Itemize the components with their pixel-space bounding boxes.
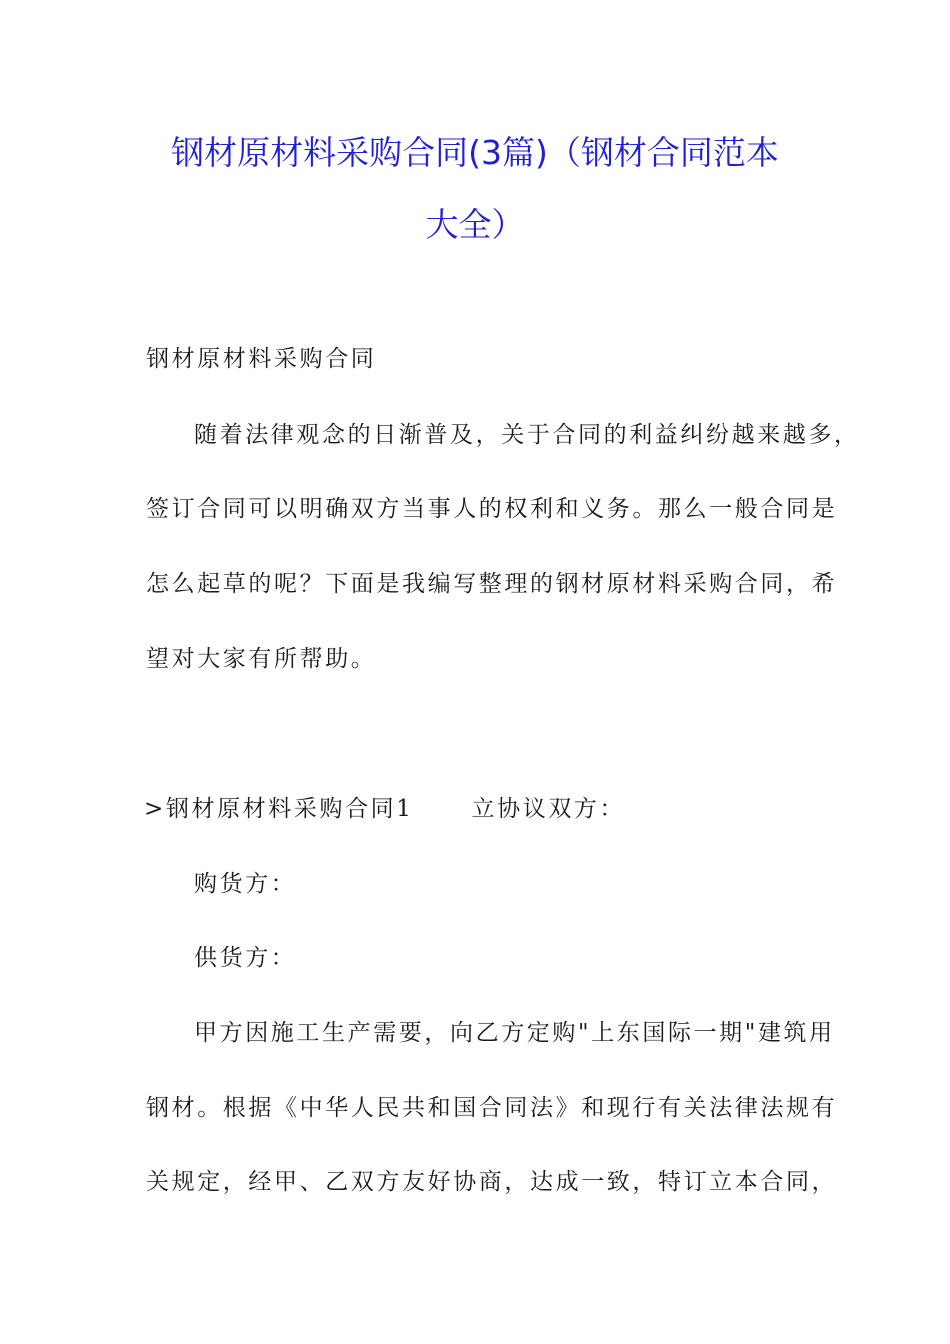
body-line-1: 甲方因施工生产需要，向乙方定购"上东国际一期"建筑用 <box>194 1020 835 1046</box>
contract-1-heading-row <box>144 794 625 824</box>
intro-line-1: 随着法律观念的日渐普及，关于合同的利益纠纷越来越多， <box>194 422 860 448</box>
document-title-line-2: 大全） <box>425 205 525 244</box>
contract-1-heading: >钢材原材料采购合同1 <box>144 796 414 822</box>
intro-line-2: 签订合同可以明确双方当事人的权利和义务。那么一般合同是 <box>146 496 838 522</box>
body-line-2: 钢材。根据《中华人民共和国合同法》和现行有关法律法规有 <box>146 1095 838 1121</box>
supplier-label: 供货方： <box>194 945 297 971</box>
section-heading: 钢材原材料采购合同 <box>146 346 377 372</box>
buyer-label: 购货方： <box>194 871 297 897</box>
document-title-line-1: 钢材原材料采购合同(3篇)（钢材合同范本 <box>171 133 779 172</box>
parties-label: 立协议双方： <box>471 796 626 822</box>
intro-line-3: 怎么起草的呢？下面是我编写整理的钢材原材料采购合同，希 <box>146 571 838 597</box>
intro-line-4: 望对大家有所帮助。 <box>146 646 377 672</box>
body-line-3: 关规定，经甲、乙双方友好协商，达成一致，特订立本合同， <box>146 1169 838 1195</box>
